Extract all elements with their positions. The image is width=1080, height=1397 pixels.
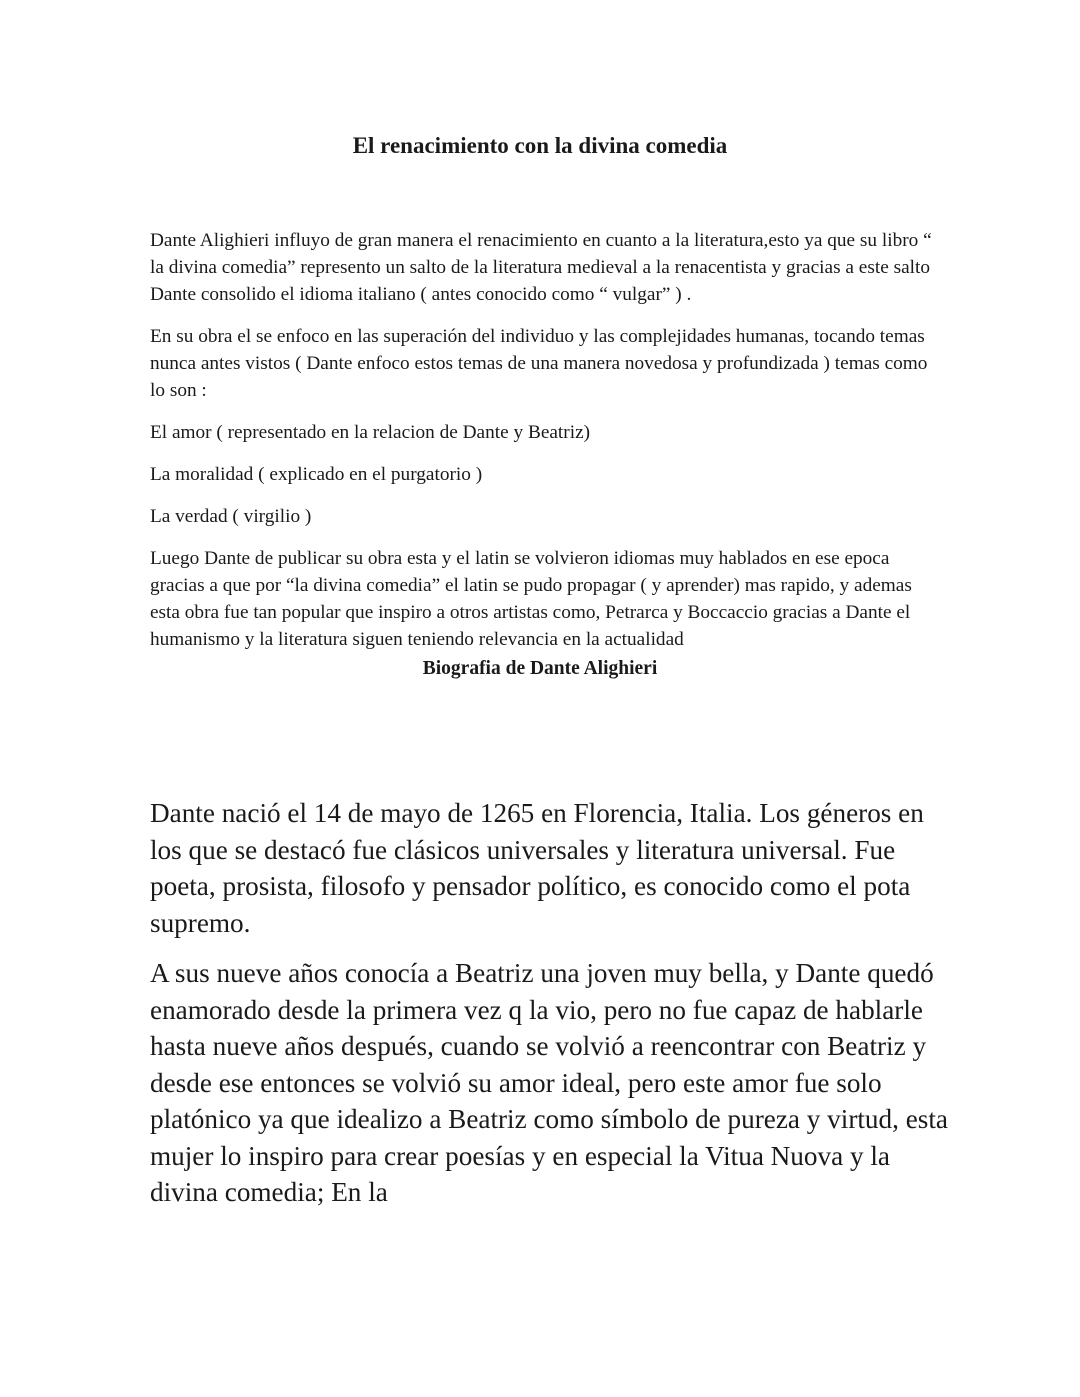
section-biografia [150, 795, 950, 1225]
section-renacimiento [150, 227, 940, 682]
paragraph-themes: En su obra el se enfoco en las superación del individuo y las complejidades humanas, tocando temas nunca antes vistos ( Dante enfoco estos temas de una manera novedosa y profundizada ) temas como lo son : [150, 326, 928, 401]
section-subtitle: Biografia de Dante Alighieri [422, 658, 658, 679]
theme-moralidad: La moralidad ( explicado en el purgatorio ) [150, 464, 483, 485]
page-title: El renacimiento con la divina comedia [352, 133, 728, 158]
theme-amor: El amor ( representado en la relacion de Dante y Beatriz) [150, 422, 591, 443]
paragraph-intro: Dante Alighieri influyo de gran manera el renacimiento en cuanto a la literatura,esto ya que su libro “ la divina comedia” represento un salto de la literatura medieval a la renacentista y gracias a este salto Dante consolido el idioma italiano ( antes conocido como “ vulgar” ) . [150, 230, 932, 305]
theme-verdad: La verdad ( virgilio ) [150, 506, 312, 527]
paragraph-beatriz: A sus nueve años conocía a Beatriz una joven muy bella, y Dante quedó enamorado desde la primera vez q la vio, pero no fue capaz de hablarle hasta nueve años después, cuando se volvió a reencontrar con Beatriz y desde ese entonces se volvió su amor ideal, pero este amor fue solo platónico ya que idealizo a Beatriz como símbolo de pureza y virtud, esta mujer lo inspiro para crear poesías y en especial la Vitua Nuova y la divina comedia; En la [150, 958, 948, 1207]
paragraph-birth: Dante nació el 14 de mayo de 1265 en Florencia, Italia. Los géneros en los que se destacó fue clásicos universales y literatura universal. Fue poeta, prosista, filosofo y pensador político, es conocido como el pota supremo. [150, 798, 924, 938]
paragraph-conclusion: Luego Dante de publicar su obra esta y el latin se volvieron idiomas muy hablados en ese epoca gracias a que por “la divina comedia” el latin se pudo propagar ( y aprender) mas rapido, y ademas esta obra fue tan popular que inspiro a otros artistas como, Petrarca y Boccaccio gracias a Dante el humanismo y la literatura siguen teniendo relevancia en la actualidad [150, 548, 912, 650]
